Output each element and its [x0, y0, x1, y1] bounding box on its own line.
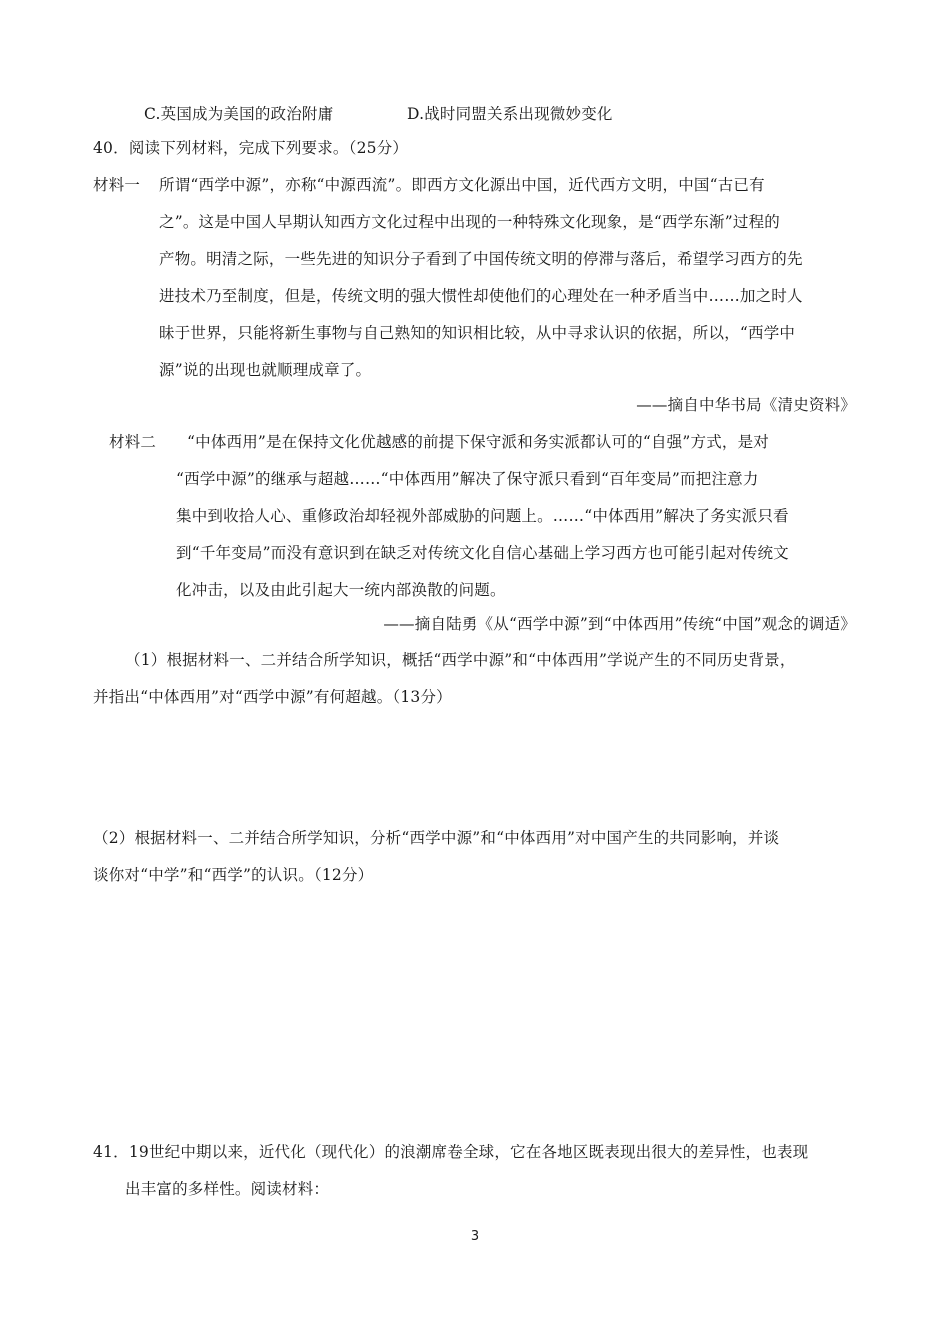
material-2-source: ——摘自陆勇《从“西学中源”到“中体西用”传统“中国”观念的调适》 [383, 615, 856, 633]
sub-question-2-cont: 谈你对“中学”和“西学”的认识。（12分） [93, 866, 374, 884]
question-41-cont: 出丰富的多样性。阅读材料： [125, 1180, 330, 1198]
material-1-line: 之”。这是中国人早期认知西方文化过程中出现的一种特殊文化现象，是“西学东渐”过程的 [159, 213, 780, 231]
material-2-line: 化冲击，以及由此引起大一统内部涣散的问题。 [176, 581, 506, 599]
material-2-line: 集中到收拾人心、重修政治却轻视外部威胁的问题上。……“中体西用”解决了务实派只看 [176, 507, 789, 525]
material-1-line: 产物。明清之际，一些先进的知识分子看到了中国传统文明的停滞与落后，希望学习西方的先 [159, 250, 803, 268]
page-number: 3 [470, 1229, 480, 1244]
sub-question-1: （1）根据材料一、二并结合所学知识，概括“西学中源”和“中体西用”学说产生的不同历史背景， [125, 651, 796, 669]
option-d: D.战时同盟关系出现微妙变化 [407, 105, 613, 123]
material-2-line: 到“千年变局”而没有意识到在缺乏对传统文化自信心基础上学习西方也可能引起对传统文 [176, 544, 789, 562]
question-41: 41．19世纪中期以来，近代化（现代化）的浪潮席卷全球，它在各地区既表现出很大的差异性，也表现 [93, 1143, 809, 1161]
material-1-label: 材料一 [93, 176, 141, 194]
material-1-line: 源”说的出现也就顺理成章了。 [159, 361, 372, 379]
material-2-label: 材料二 [109, 433, 157, 451]
option-c: C.英国成为美国的政治附庸 [144, 105, 334, 123]
material-1-source: ——摘自中华书局《清史资料》 [636, 396, 856, 414]
material-1-line: 昧于世界，只能将新生事物与自己熟知的知识相比较，从中寻求认识的依据，所以，“西学中 [159, 324, 796, 342]
material-1-line: 进技术乃至制度，但是，传统文明的强大惯性却使他们的心理处在一种矛盾当中……加之时人 [159, 287, 803, 305]
material-2-line: “西学中源”的继承与超越……“中体西用”解决了保守派只看到“百年变局”而把注意力 [176, 470, 759, 488]
material-1-line: 所谓“西学中源”，亦称“中源西流”。即西方文化源出中国，近代西方文明，中国“古已有 [159, 176, 765, 194]
sub-question-1-cont: 并指出“中体西用”对“西学中源”有何超越。（13分） [93, 688, 452, 706]
material-2-line: “中体西用”是在保持文化优越感的前提下保守派和务实派都认可的“自强”方式，是对 [187, 433, 769, 451]
sub-question-2: （2）根据材料一、二并结合所学知识，分析“西学中源”和“中体西用”对中国产生的共同影响，并谈 [93, 829, 780, 847]
question-40-header: 40．阅读下列材料，完成下列要求。（25分） [93, 139, 409, 157]
